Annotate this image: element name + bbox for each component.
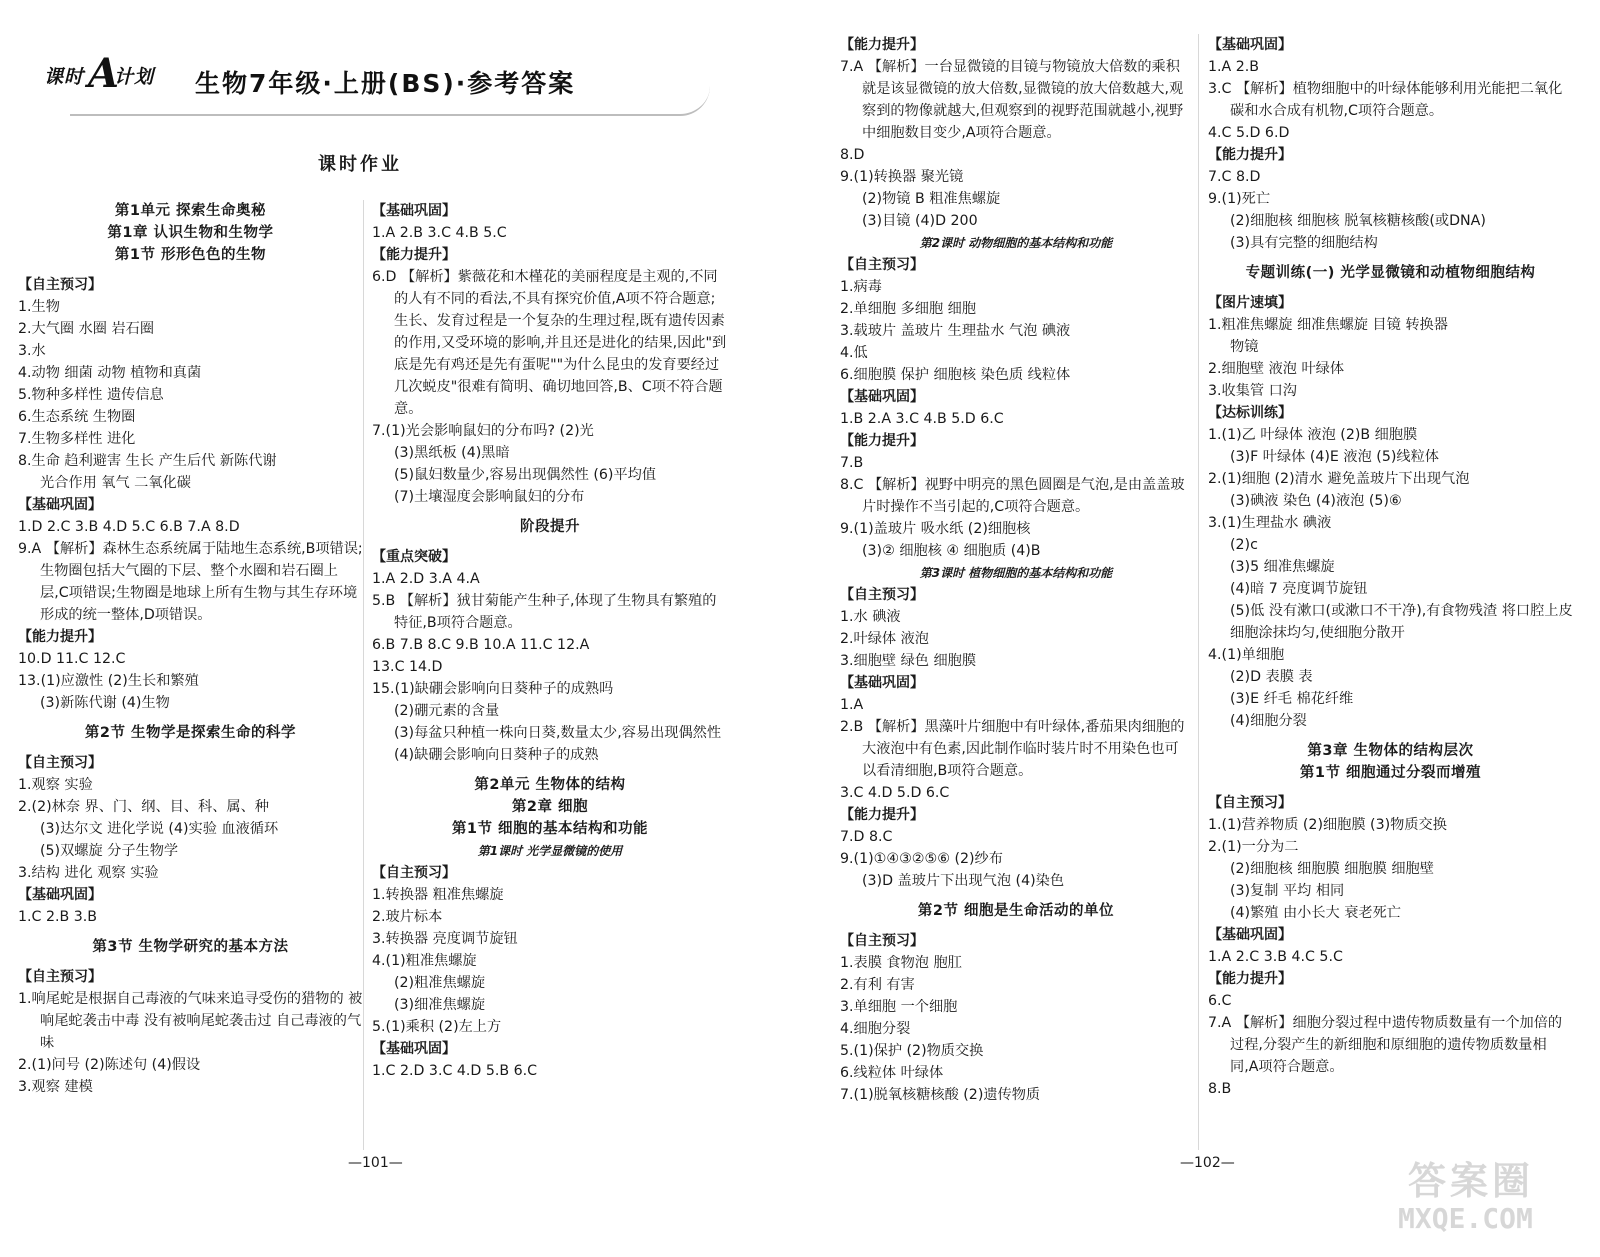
answer-line: 4.低: [840, 345, 868, 361]
exercise-label: 【能力提升】: [18, 629, 102, 645]
answer-subline: (3)目镜 (4)D 200: [862, 213, 978, 229]
exercise-label: 【基础巩固】: [372, 1041, 456, 1057]
answer-line: 2.(1)一分为二: [1208, 839, 1299, 855]
exercise-label: 【自主预习】: [18, 969, 102, 985]
answer-subline: (2)细胞核 细胞核 脱氧核糖核酸(或DNA): [1230, 213, 1486, 229]
answer-subline: (5)鼠妇数量少,容易出现偶然性 (6)平均值: [394, 467, 657, 483]
answer-subline: (4)繁殖 由小长大 衰老死亡: [1230, 905, 1401, 921]
answer-line: 9.(1)转换器 聚光镜: [840, 169, 964, 185]
section-heading: 第2单元 生物体的结构: [474, 777, 626, 793]
brand-logo: [44, 52, 172, 112]
answer-line: 3.单细胞 一个细胞: [840, 999, 958, 1015]
answer-subline: (2)硼元素的含量: [394, 703, 500, 719]
exercise-label: 【自主预习】: [840, 257, 924, 273]
exercise-label: 【自主预习】: [840, 587, 924, 603]
answer-explanation: 7.A 【解析】一台显微镜的目镜与物镜放大倍数的乘积就是该显微镜的放大倍数,显微镜的放大倍数越大,观察到的物像就越大,但观察到的视野范围就越小,视野中细胞数目变少,A项符合题意。: [840, 59, 1184, 141]
answer-explanation: 9.A 【解析】森林生态系统属于陆地生态系统,B项错误;生物圈包括大气圈的下层、整个水圈和岩石圈上层,C项错误;生物圈是地球上所有生物与其生存环境形成的统一整体,D项错误。: [18, 541, 363, 623]
watermark-logo: [1398, 1150, 1574, 1246]
exercise-label: 【基础巩固】: [840, 675, 924, 691]
answer-line: 2.(2)林奈 界、门、纲、目、科、属、种: [18, 799, 269, 815]
header-banner: [30, 52, 710, 120]
answer-subline: (3)达尔文 进化学说 (4)实验 血液循环: [40, 821, 279, 837]
answer-subline: (7)土壤湿度会影响鼠妇的分布: [394, 489, 585, 505]
answer-line: 1.A: [840, 697, 864, 713]
exercise-label: 【自主预习】: [372, 865, 456, 881]
answer-subline: (3)黑纸板 (4)黑暗: [394, 445, 510, 461]
answer-line: 13.(1)应激性 (2)生长和繁殖: [18, 673, 199, 689]
answer-line: 6.B 7.B 8.C 9.B 10.A 11.C 12.A: [372, 637, 590, 653]
answer-line: 2.玻片标本: [372, 909, 443, 925]
answer-line: 1.C 2.D 3.C 4.D 5.B 6.C: [372, 1063, 538, 1079]
answer-line: 3.载玻片 盖玻片 生理盐水 气泡 碘液: [840, 323, 1071, 339]
answer-subline: (3)具有完整的细胞结构: [1230, 235, 1378, 251]
answer-column-4: [1208, 34, 1573, 1100]
answer-line: 1.B 2.A 3.C 4.B 5.D 6.C: [840, 411, 1004, 427]
answer-line: 7.生物多样性 进化: [18, 431, 136, 447]
answer-subline: (3)② 细胞核 ④ 细胞质 (4)B: [862, 543, 1041, 559]
answer-line: 7.B: [840, 455, 864, 471]
section-heading: 第1单元 探索生命奥秘: [114, 203, 267, 219]
answer-line: 2.大气圈 水圈 岩石圈: [18, 321, 155, 337]
answer-line: 5.(1)乘积 (2)左上方: [372, 1019, 502, 1035]
answer-column-1: [18, 200, 363, 1098]
answer-line: 5.物种多样性 遗传信息: [18, 387, 164, 403]
answer-line: 6.线粒体 叶绿体: [840, 1065, 944, 1081]
section-heading: 第1章 认识生物和生物学: [107, 225, 274, 241]
answer-subline: 光合作用 氧气 二氧化碳: [40, 475, 191, 491]
answer-explanation: 7.A 【解析】细胞分裂过程中遗传物质数量有一个加倍的过程,分裂产生的新细胞和原细胞的遗传物质数量相同,A项符合题意。: [1208, 1015, 1563, 1075]
answer-line: 3.C 4.D 5.D 6.C: [840, 785, 950, 801]
answer-line: 4.动物 细菌 动物 植物和真菌: [18, 365, 202, 381]
logo-a: A: [88, 50, 120, 97]
answer-line: 1.C 2.B 3.B: [18, 909, 98, 925]
answer-subline: (5)双螺旋 分子生物学: [40, 843, 179, 859]
answer-line: 1.生物: [18, 299, 60, 315]
answer-line: 2.(1)问号 (2)陈述句 (4)假设: [18, 1057, 201, 1073]
exercise-label: 【基础巩固】: [840, 389, 924, 405]
page-number-left: —101—: [348, 1155, 403, 1171]
answer-line: 4.(1)单细胞: [1208, 647, 1285, 663]
lesson-heading: 第2课时 动物细胞的基本结构和功能: [919, 236, 1113, 250]
answer-explanation: 5.B 【解析】狨甘菊能产生种子,体现了生物具有繁殖的特征,B项符合题意。: [372, 593, 717, 631]
section-heading: 第2章 细胞: [511, 799, 589, 815]
answer-line: 2.细胞壁 液泡 叶绿体: [1208, 361, 1345, 377]
exercise-label: 【能力提升】: [372, 247, 456, 263]
exercise-label: 【能力提升】: [1208, 971, 1292, 987]
exercise-label: 【自主预习】: [840, 933, 924, 949]
answer-line: 8.D: [840, 147, 865, 163]
answer-subline: (3)F 叶绿体 (4)E 液泡 (5)线粒体: [1230, 449, 1439, 465]
answer-line: 1.A 2.B 3.C 4.B 5.C: [372, 225, 507, 241]
answer-line: 3.(1)生理盐水 碘液: [1208, 515, 1332, 531]
answer-subline: (2)c: [1230, 537, 1258, 553]
section-heading: 第3章 生物体的结构层次: [1307, 743, 1474, 759]
exercise-label: 【基础巩固】: [372, 203, 456, 219]
answer-line: 1.A 2.D 3.A 4.A: [372, 571, 480, 587]
answer-subline: (4)缺硼会影响向日葵种子的成熟: [394, 747, 599, 763]
answer-subline: (4)暗 7 亮度调节旋钮: [1230, 581, 1368, 597]
document-title: 生物7年级·上册(BS)·参考答案: [195, 69, 576, 98]
answer-line: 8.生命 趋利避害 生长 产生后代 新陈代谢: [18, 453, 277, 469]
exercise-label: 【图片速填】: [1208, 295, 1292, 311]
answer-line: 8.B: [1208, 1081, 1232, 1097]
answer-line: 9.(1)死亡: [1208, 191, 1271, 207]
exercise-label: 【自主预习】: [18, 277, 102, 293]
answer-subline: (2)物镜 B 粗准焦螺旋: [862, 191, 1001, 207]
section-heading: 第2节 细胞是生命活动的单位: [917, 903, 1115, 919]
answer-line: 1.观察 实验: [18, 777, 93, 793]
answer-line: 1.A 2.C 3.B 4.C 5.C: [1208, 949, 1343, 965]
exercise-label: 【能力提升】: [840, 433, 924, 449]
column-divider: [363, 200, 364, 1150]
answer-subline: (3)复制 平均 相同: [1230, 883, 1345, 899]
exercise-label: 【能力提升】: [840, 37, 924, 53]
exercise-label: 【达标训练】: [1208, 405, 1292, 421]
watermark-url: MXQE.COM: [1398, 1202, 1533, 1235]
answer-line: 3.收集管 口沟: [1208, 383, 1297, 399]
answer-explanation: 1.响尾蛇是根据自己毒液的气味来追寻受伤的猎物的 被响尾蛇袭击中毒 没有被响尾蛇袭击过 自己毒液的气味: [18, 991, 363, 1051]
answer-line: 10.D 11.C 12.C: [18, 651, 126, 667]
answer-subline: (3)每盆只种植一株向日葵,数量太少,容易出现偶然性: [394, 725, 722, 741]
answer-line: 6.C: [1208, 993, 1232, 1009]
answer-line: 9.(1)①④③②⑤⑥ (2)纱布: [840, 851, 1003, 867]
section-heading: 第1节 细胞通过分裂而增殖: [1299, 765, 1482, 781]
answer-line: 4.细胞分裂: [840, 1021, 911, 1037]
answer-line: 1.(1)乙 叶绿体 液泡 (2)B 细胞膜: [1208, 427, 1418, 443]
answer-subline: (3)新陈代谢 (4)生物: [40, 695, 170, 711]
answer-line: 3.结构 进化 观察 实验: [18, 865, 159, 881]
page-title: 课时作业: [318, 154, 402, 175]
exercise-label: 【自主预习】: [1208, 795, 1292, 811]
answer-line: 4.C 5.D 6.D: [1208, 125, 1290, 141]
answer-line: 2.(1)细胞 (2)清水 避免盖玻片下出现气泡: [1208, 471, 1470, 487]
exercise-label: 【基础巩固】: [18, 497, 102, 513]
exercise-label: 【自主预习】: [18, 755, 102, 771]
lesson-heading: 第3课时 植物细胞的基本结构和功能: [919, 566, 1113, 580]
answer-line: 3.观察 建模: [18, 1079, 93, 1095]
answer-subline: (3)D 盖玻片下出现气泡 (4)染色: [862, 873, 1065, 889]
section-heading: 阶段提升: [520, 519, 580, 535]
answer-column-2: [372, 200, 728, 1082]
answer-line: 2.叶绿体 液泡: [840, 631, 929, 647]
answer-subline: 物镜: [1230, 339, 1259, 355]
answer-subline: (3)5 细准焦螺旋: [1230, 559, 1335, 575]
answer-line: 3.细胞壁 绿色 细胞膜: [840, 653, 977, 669]
answer-subline: (2)细胞核 细胞膜 细胞膜 细胞壁: [1230, 861, 1434, 877]
answer-explanation: 8.C 【解析】视野中明亮的黑色圆圈是气泡,是由盖盖玻片时操作不当引起的,C项符合题意。: [840, 477, 1185, 515]
answer-line: 1.病毒: [840, 279, 882, 295]
section-heading: 专题训练(一) 光学显微镜和动植物细胞结构: [1245, 265, 1536, 281]
answer-line: 15.(1)缺硼会影响向日葵种子的成熟吗: [372, 681, 614, 697]
answer-subline: (2)粗准焦螺旋: [394, 975, 486, 991]
section-heading: 第2节 生物学是探索生命的科学: [84, 725, 297, 741]
answer-line: 3.水: [18, 343, 46, 359]
answer-subline: (3)细准焦螺旋: [394, 997, 486, 1013]
answer-line: 1.转换器 粗准焦螺旋: [372, 887, 504, 903]
logo-text: 课时 计划: [44, 66, 155, 88]
answer-subline: (4)细胞分裂: [1230, 713, 1307, 729]
answer-line: 1.表膜 食物泡 胞肛: [840, 955, 962, 971]
answer-line: 7.(1)光会影响鼠妇的分布吗? (2)光: [372, 423, 594, 439]
answer-line: 6.生态系统 生物圈: [18, 409, 136, 425]
section-heading: 第1节 细胞的基本结构和功能: [451, 821, 649, 837]
answer-subline: (2)D 表膜 表: [1230, 669, 1313, 685]
answer-line: 1.D 2.C 3.B 4.D 5.C 6.B 7.A 8.D: [18, 519, 240, 535]
exercise-label: 【基础巩固】: [1208, 927, 1292, 943]
answer-line: 13.C 14.D: [372, 659, 443, 675]
answer-line: 4.(1)粗准焦螺旋: [372, 953, 477, 969]
exercise-label: 【重点突破】: [372, 549, 456, 565]
answer-line: 2.单细胞 多细胞 细胞: [840, 301, 977, 317]
answer-line: 1.(1)营养物质 (2)细胞膜 (3)物质交换: [1208, 817, 1447, 833]
watermark-text: 答案圈: [1408, 1159, 1535, 1203]
exercise-label: 【基础巩固】: [18, 887, 102, 903]
lesson-heading: 第1课时 光学显微镜的使用: [477, 844, 623, 858]
answer-line: 2.有利 有害: [840, 977, 915, 993]
answer-line: 7.C 8.D: [1208, 169, 1261, 185]
answer-line: 1.A 2.B: [1208, 59, 1260, 75]
answer-subline: (5)低 没有漱口(或漱口不干净),有食物残渣 将口腔上皮细胞涂抹均匀,使细胞分散开: [1230, 603, 1573, 641]
exercise-label: 【能力提升】: [840, 807, 924, 823]
exercise-label: 【能力提升】: [1208, 147, 1292, 163]
section-heading: 第1节 形形色色的生物: [114, 247, 267, 263]
answer-line: 5.(1)保护 (2)物质交换: [840, 1043, 984, 1059]
answer-line: 6.细胞膜 保护 细胞核 染色质 线粒体: [840, 367, 1071, 383]
page-number-right: —102—: [1180, 1155, 1235, 1171]
answer-explanation: 3.C 【解析】植物细胞中的叶绿体能够利用光能把二氧化碳和水合成有机物,C项符合题意。: [1208, 81, 1563, 119]
answer-line: 7.D 8.C: [840, 829, 893, 845]
answer-subline: (3)碘液 染色 (4)液泡 (5)⑥: [1230, 493, 1402, 509]
answer-explanation: 2.B 【解析】黑藻叶片细胞中有叶绿体,番茄果肉细胞的大液泡中有色素,因此制作临时装片时不用染色也可以看清细胞,B项符合题意。: [840, 719, 1185, 779]
answer-line: 3.转换器 亮度调节旋钮: [372, 931, 518, 947]
answer-column-3: [840, 34, 1192, 1106]
column-divider: [1198, 34, 1199, 1150]
answer-explanation: 6.D 【解析】紫薇花和木槿花的美丽程度是主观的,不同的人有不同的看法,不具有探究价值,A项不符合题意;生长、发育过程是一个复杂的生理过程,既有遗传因素的作用,又受环境的影响,并且还是进化的结果,因此"到底是先有鸡还是先有蛋呢""为什么昆虫的发育要经过几次蜕皮"很难有简明、确切地回答,B、C项不符合题意。: [372, 269, 727, 417]
answer-line: 1.粗准焦螺旋 细准焦螺旋 目镜 转换器: [1208, 317, 1448, 333]
answer-line: 9.(1)盖玻片 吸水纸 (2)细胞核: [840, 521, 1031, 537]
answer-line: 1.水 碘液: [840, 609, 901, 625]
section-heading: 第3节 生物学研究的基本方法: [92, 939, 289, 955]
answer-subline: (3)E 纤毛 棉花纤维: [1230, 691, 1354, 707]
exercise-label: 【基础巩固】: [1208, 37, 1292, 53]
answer-line: 7.(1)脱氧核糖核酸 (2)遗传物质: [840, 1087, 1041, 1103]
